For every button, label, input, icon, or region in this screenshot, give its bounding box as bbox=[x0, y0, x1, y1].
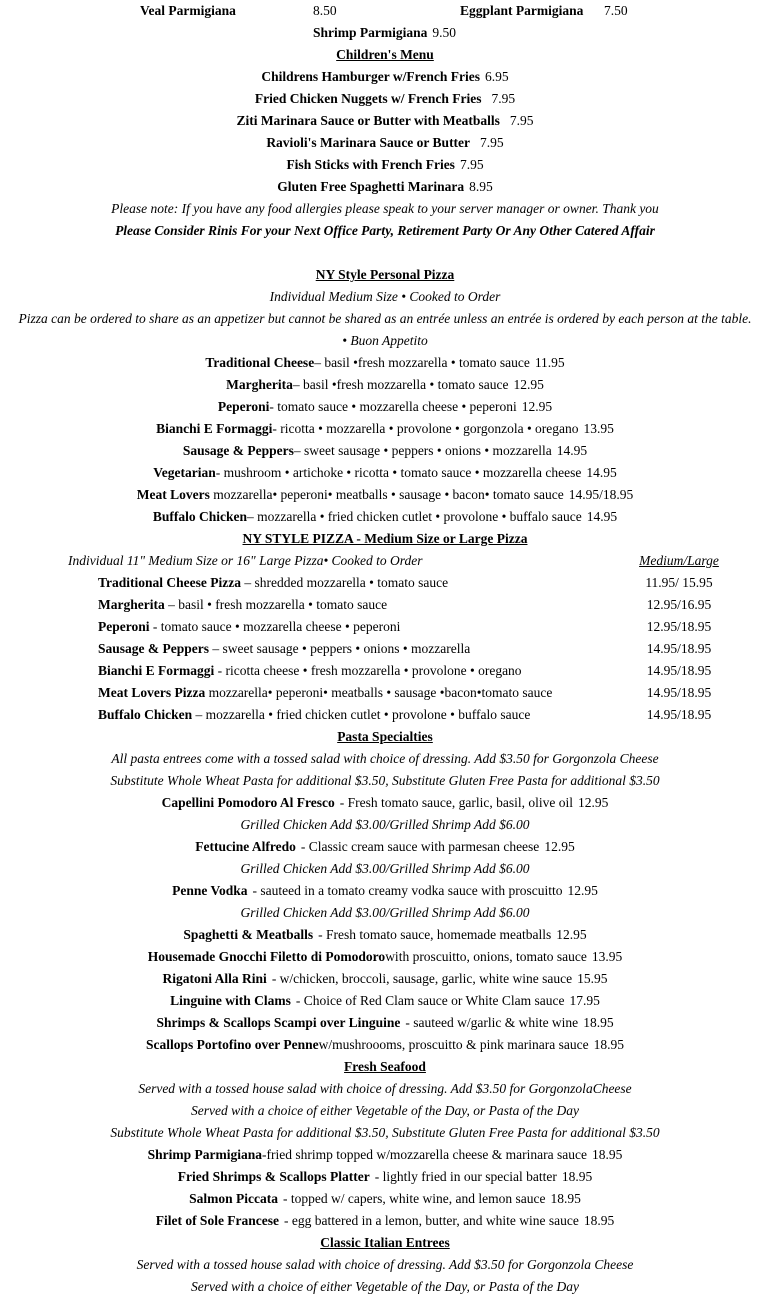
menu-item-name: Gluten Free Spaghetti Marinara bbox=[277, 179, 465, 194]
menu-item-desc: - Fresh tomato sauce, garlic, basil, olive oil bbox=[339, 795, 573, 810]
addon-note: Grilled Chicken Add $3.00/Grilled Shrimp Add $6.00 bbox=[240, 861, 530, 876]
menu-item-name: Fettucine Alfredo bbox=[195, 839, 296, 854]
menu-item-desc: – mozzarella • fried chicken cutlet • provolone • buffalo sauce bbox=[246, 509, 582, 524]
menu-item-desc: with proscuitto, onions, tomato sauce bbox=[385, 949, 587, 964]
menu-item-price: 12.95 bbox=[567, 883, 598, 898]
pasta-note-1: All pasta entrees come with a tossed salad with choice of dressing. Add $3.50 for Gorgonzola Cheese bbox=[111, 751, 659, 766]
menu-item-desc: – mozzarella • fried chicken cutlet • provolone • buffalo sauce bbox=[195, 707, 531, 722]
menu-item-name: Capellini Pomodoro Al Fresco bbox=[161, 795, 335, 810]
menu-item-name: Traditional Cheese bbox=[205, 355, 315, 370]
menu-item-name: Peperoni bbox=[217, 399, 270, 414]
menu-item bbox=[16, 946, 754, 968]
menu-item bbox=[16, 1034, 754, 1056]
menu-item bbox=[16, 990, 754, 1012]
menu-item-name: Meat Lovers bbox=[136, 487, 210, 502]
menu-item bbox=[16, 374, 754, 396]
addon-note: Grilled Chicken Add $3.00/Grilled Shrimp Add $6.00 bbox=[240, 905, 530, 920]
menu-item bbox=[16, 660, 754, 682]
menu-item-desc: – shredded mozzarella • tomato sauce bbox=[244, 575, 449, 590]
menu-item bbox=[16, 572, 754, 594]
menu-item-price: 7.95 bbox=[491, 91, 516, 106]
menu-item bbox=[16, 792, 754, 814]
menu-item bbox=[16, 462, 754, 484]
menu-item-desc: – sweet sausage • peppers • onions • mozzarella bbox=[212, 641, 471, 656]
menu-item bbox=[16, 638, 754, 660]
section-title-seafood: Fresh Seafood bbox=[344, 1059, 426, 1074]
menu-item-desc: – sweet sausage • peppers • onions • mozzarella bbox=[293, 443, 552, 458]
menu-item-desc: - topped w/ capers, white wine, and lemon sauce bbox=[283, 1191, 546, 1206]
menu-item-price: 12.95/16.95 bbox=[646, 597, 712, 612]
menu-item-price: 12.95 bbox=[521, 399, 553, 414]
menu-item-name: Shrimps & Scallops Scampi over Linguine bbox=[156, 1015, 401, 1030]
section-title-childrens-menu: Children's Menu bbox=[336, 47, 434, 62]
classic-note-1: Served with a tossed house salad with choice of dressing. Add $3.50 for Gorgonzola Cheese bbox=[136, 1257, 634, 1272]
menu-item-price: 7.50 bbox=[604, 3, 628, 18]
menu-item bbox=[16, 1012, 754, 1034]
menu-item-price: 14.95/18.95 bbox=[646, 663, 712, 678]
menu-item bbox=[16, 1166, 754, 1188]
menu-item-price: 7.95 bbox=[509, 113, 534, 128]
ml-pizza-header-row bbox=[16, 550, 754, 572]
menu-item-price: 8.50 bbox=[313, 3, 337, 18]
menu-item-desc: - Fresh tomato sauce, homemade meatballs bbox=[318, 927, 552, 942]
menu-item-desc: – basil •fresh mozzarella • tomato sauce bbox=[292, 377, 509, 392]
menu-item-name: Childrens Hamburger w/French Fries bbox=[261, 69, 480, 84]
menu-item bbox=[16, 396, 754, 418]
menu-item-name: Fish Sticks with French Fries bbox=[286, 157, 455, 172]
personal-pizza-subtitle: Individual Medium Size • Cooked to Order bbox=[269, 289, 501, 304]
menu-item-price: 11.95/ 15.95 bbox=[645, 575, 713, 590]
menu-item-price: 14.95/18.95 bbox=[568, 487, 634, 502]
section-title-ml-pizza: NY STYLE PIZZA - Medium Size or Large Pizza bbox=[242, 531, 528, 546]
menu-item-price: 7.95 bbox=[480, 135, 504, 150]
menu-item-name: Filet of Sole Francese bbox=[155, 1213, 280, 1228]
menu-item bbox=[16, 836, 754, 858]
menu-item-price: 18.95 bbox=[583, 1213, 615, 1228]
menu-item-price: 12.95/18.95 bbox=[646, 619, 712, 634]
menu-item-price: 18.95 bbox=[561, 1169, 593, 1184]
menu-item-desc: mozzarella• peperoni• meatballs • sausage • bacon• tomato sauce bbox=[213, 487, 564, 502]
menu-item-price: 14.95/18.95 bbox=[646, 707, 712, 722]
menu-item bbox=[16, 352, 754, 374]
menu-item bbox=[16, 1144, 754, 1166]
menu-item bbox=[16, 594, 754, 616]
menu-item-desc: - lightly fried in our special batter bbox=[374, 1169, 557, 1184]
menu-item-name: Sausage & Peppers bbox=[98, 641, 209, 656]
menu-item-price: 14.95/18.95 bbox=[646, 641, 712, 656]
menu-item-price: 12.95 bbox=[556, 927, 587, 942]
menu-item-name: Ravioli's Marinara Sauce or Butter bbox=[266, 135, 471, 150]
menu-item-price: 11.95 bbox=[534, 355, 565, 370]
price-column-header: Medium/Large bbox=[639, 553, 719, 568]
menu-item-price: 13.95 bbox=[591, 949, 623, 964]
menu-item-price: 14.95 bbox=[556, 443, 588, 458]
menu-item-price: 7.95 bbox=[459, 157, 484, 172]
menu-item-name: Ziti Marinara Sauce or Butter with Meatballs bbox=[236, 113, 500, 128]
menu-item-price: 14.95/18.95 bbox=[646, 685, 712, 700]
menu-item-desc: – basil • fresh mozzarella • tomato sauce bbox=[168, 597, 388, 612]
menu-item-name: Bianchi E Formaggi bbox=[156, 421, 273, 436]
menu-item bbox=[16, 880, 754, 902]
menu-item-desc: - sauteed in a tomato creamy vodka sauce with proscuitto bbox=[252, 883, 563, 898]
menu-item-name: Fried Shrimps & Scallops Platter bbox=[177, 1169, 370, 1184]
menu-item-price: 12.95 bbox=[513, 377, 544, 392]
menu-item bbox=[16, 682, 754, 704]
menu-item bbox=[16, 506, 754, 528]
menu-item-price: 13.95 bbox=[583, 421, 614, 436]
menu-item-name: Shrimp Parmigiana bbox=[313, 25, 428, 40]
menu-item-name: Housemade Gnocchi Filetto di Pomodoro bbox=[147, 949, 386, 964]
menu-item-name: Veal Parmigiana bbox=[140, 3, 236, 18]
section-title-classic-italian: Classic Italian Entrees bbox=[320, 1235, 450, 1250]
menu-item-name: Scallops Portofino over Penne bbox=[146, 1037, 319, 1052]
personal-pizza-note: Pizza can be ordered to share as an appetizer but cannot be shared as an entrée unless an entrée is ordered by each person at the table. • Buon Appetito bbox=[18, 311, 752, 348]
menu-item bbox=[16, 110, 754, 132]
menu-item-price: 17.95 bbox=[569, 993, 600, 1008]
classic-note-2: Served with a choice of either Vegetable of the Day, or Pasta of the Day bbox=[190, 1279, 580, 1294]
menu-item-desc: mozzarella• peperoni• meatballs • sausage •bacon•tomato sauce bbox=[208, 685, 553, 700]
menu-item-price: 18.95 bbox=[592, 1147, 623, 1162]
menu-item-name: Bianchi E Formaggi bbox=[98, 663, 215, 678]
menu-item-desc: - Choice of Red Clam sauce or White Clam sauce bbox=[295, 993, 565, 1008]
menu-item-name: Margherita bbox=[226, 377, 293, 392]
menu-item-desc: -fried shrimp topped w/mozzarella cheese & marinara sauce bbox=[262, 1147, 587, 1162]
menu-item-desc: - mushroom • artichoke • ricotta • tomato sauce • mozzarella cheese bbox=[215, 465, 582, 480]
menu-item-price: 12.95 bbox=[544, 839, 575, 854]
menu-item-desc: - tomato sauce • mozzarella cheese • peperoni bbox=[269, 399, 517, 414]
menu-item-desc: - ricotta cheese • fresh mozzarella • provolone • oregano bbox=[217, 663, 522, 678]
menu-item bbox=[16, 616, 754, 638]
menu-item-price: 8.95 bbox=[469, 179, 493, 194]
seafood-note-1: Served with a tossed house salad with choice of dressing. Add $3.50 for GorgonzolaCheese bbox=[138, 1081, 632, 1096]
menu-item-price: 15.95 bbox=[577, 971, 608, 986]
menu-item-desc: - ricotta • mozzarella • provolone • gorgonzola • oregano bbox=[272, 421, 579, 436]
ml-pizza-subtitle: Individual 11" Medium Size or 16" Large Pizza• Cooked to Order bbox=[68, 553, 423, 568]
menu-item-price: 9.50 bbox=[432, 25, 457, 40]
menu-item-desc: - sauteed w/garlic & white wine bbox=[405, 1015, 579, 1030]
menu-item bbox=[16, 1188, 754, 1210]
menu-item-name: Rigatoni Alla Rini bbox=[162, 971, 267, 986]
spacer bbox=[16, 242, 754, 264]
menu-item-desc: - egg battered in a lemon, butter, and white wine sauce bbox=[284, 1213, 579, 1228]
allergy-note: Please note: If you have any food allergies please speak to your server manager or owner. Thank you bbox=[111, 201, 659, 216]
menu-item bbox=[16, 176, 754, 198]
menu-item bbox=[16, 88, 754, 110]
menu-item-name: Shrimp Parmigiana bbox=[147, 1147, 263, 1162]
menu-item-name: Meat Lovers Pizza bbox=[98, 685, 206, 700]
menu-item-name: Peperoni bbox=[98, 619, 150, 634]
section-title-pasta: Pasta Specialties bbox=[337, 729, 433, 744]
menu-item-desc: – basil •fresh mozzarella • tomato sauce bbox=[314, 355, 530, 370]
menu-item-name: Spaghetti & Meatballs bbox=[183, 927, 314, 942]
menu-item-price: 18.95 bbox=[550, 1191, 581, 1206]
menu-item bbox=[16, 704, 754, 726]
menu-item-name: Fried Chicken Nuggets w/ French Fries bbox=[254, 91, 482, 106]
menu-item-name: Salmon Piccata bbox=[189, 1191, 279, 1206]
menu-item bbox=[16, 66, 754, 88]
menu-item bbox=[16, 1210, 754, 1232]
menu-item-name: Buffalo Chicken bbox=[152, 509, 247, 524]
menu-item-price: 18.95 bbox=[593, 1037, 624, 1052]
menu-item bbox=[16, 924, 754, 946]
menu-item-desc: - Classic cream sauce with parmesan cheese bbox=[300, 839, 540, 854]
menu-item-name: Penne Vodka bbox=[172, 883, 248, 898]
menu-item-name: Linguine with Clams bbox=[170, 993, 291, 1008]
parmigiana-row-1 bbox=[16, 0, 754, 22]
menu-item-price: 14.95 bbox=[586, 509, 618, 524]
menu-item-name: Margherita bbox=[98, 597, 165, 612]
menu-item-desc: - tomato sauce • mozzarella cheese • peperoni bbox=[152, 619, 401, 634]
menu-item bbox=[16, 154, 754, 176]
addon-note: Grilled Chicken Add $3.00/Grilled Shrimp Add $6.00 bbox=[240, 817, 530, 832]
menu-item bbox=[16, 484, 754, 506]
menu-item-name: Eggplant Parmigiana bbox=[460, 3, 584, 18]
menu-item-price: 12.95 bbox=[577, 795, 609, 810]
menu-item bbox=[16, 440, 754, 462]
menu-item-price: 18.95 bbox=[583, 1015, 614, 1030]
menu-item bbox=[16, 132, 754, 154]
menu-item-price: 6.95 bbox=[485, 69, 509, 84]
seafood-note-2: Served with a choice of either Vegetable of the Day, or Pasta of the Day bbox=[190, 1103, 580, 1118]
menu-item-name: Buffalo Chicken bbox=[98, 707, 193, 722]
pasta-note-2: Substitute Whole Wheat Pasta for additional $3.50, Substitute Gluten Free Pasta for additional $3.50 bbox=[110, 773, 660, 788]
menu-item-name: Traditional Cheese Pizza bbox=[98, 575, 241, 590]
parmigiana-row-2 bbox=[16, 22, 754, 44]
menu-item-price: 14.95 bbox=[586, 465, 617, 480]
catering-note: Please Consider Rinis For your Next Office Party, Retirement Party Or Any Other Catered Affair bbox=[115, 223, 655, 238]
menu-item-name: Sausage & Peppers bbox=[182, 443, 294, 458]
seafood-note-3: Substitute Whole Wheat Pasta for additional $3.50, Substitute Gluten Free Pasta for additional $3.50 bbox=[110, 1125, 660, 1140]
menu-item-desc: - w/chicken, broccoli, sausage, garlic, white wine sauce bbox=[271, 971, 573, 986]
menu-item bbox=[16, 968, 754, 990]
section-title-personal-pizza: NY Style Personal Pizza bbox=[315, 267, 455, 282]
menu-item-name: Vegetarian bbox=[153, 465, 216, 480]
menu-item-desc: w/mushroooms, proscuitto & pink marinara sauce bbox=[318, 1037, 589, 1052]
menu-item bbox=[16, 418, 754, 440]
